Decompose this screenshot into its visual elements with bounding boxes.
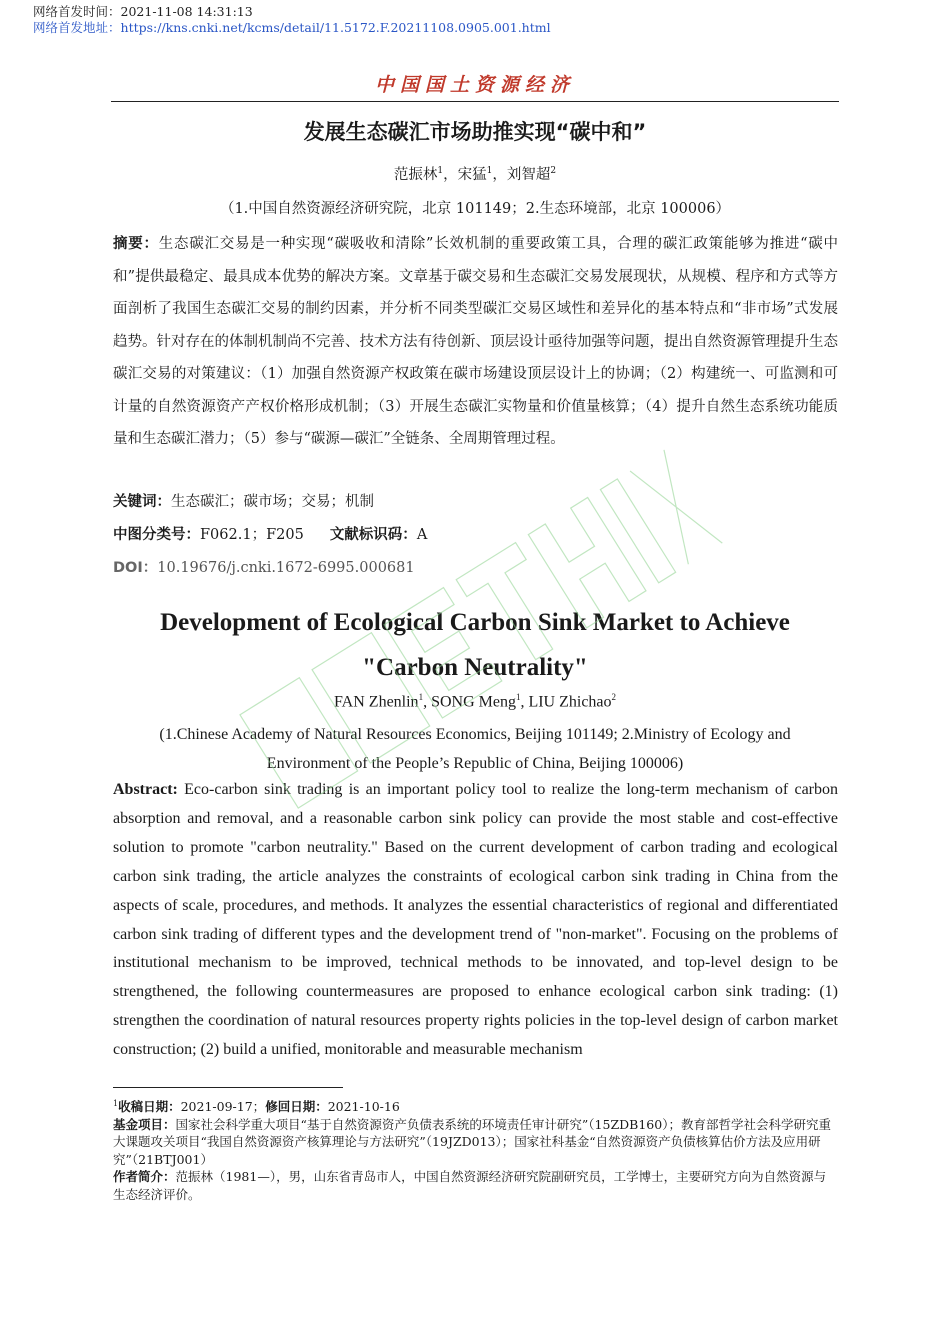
footnote-author: 作者简介：范振林（1981—），男，山东省青岛市人，中国自然资源经济研究院副研究员，工学博士，主要研究方向为自然资源与生态经济评价。	[113, 1169, 827, 1202]
affiliation-english: (1.Chinese Academy of Natural Resources Economics, Beijing 101149; 2.Ministry of Ecology and Environment of the People’s Republic of China, Beijing 100006)	[159, 726, 791, 772]
abstract-chinese	[113, 228, 838, 456]
footnote-rule	[113, 1087, 343, 1088]
publish-url[interactable]: 网络首发地址：https://kns.cnki.net/kcms/detail/11.5172.F.20211108.0905.001.html	[33, 20, 551, 35]
footnotes	[113, 1095, 838, 1203]
keywords-chinese: 关键词：生态碳汇；碳市场；交易；机制	[113, 494, 374, 510]
authors-chinese: 范振林$^1$，宋猛$^1$，刘智超$^2$	[393, 166, 557, 183]
classification: 中图分类号：F062.1；F205 文献标识码：A	[113, 527, 428, 543]
author-en: SONG Meng	[431, 693, 516, 711]
publication-info	[33, 4, 551, 36]
publish-time: 网络首发时间：2021-11-08 14:31:13	[33, 4, 253, 19]
author-cn: 刘智超	[506, 167, 551, 183]
abstract-cn-text: 生态碳汇交易是一种实现“碳吸收和清除”长效机制的重要政策工具，合理的碳汇政策能够为推进“碳中和”提供最稳定、最具成本优势的解决方案。文章基于碳交易和生态碳汇交易发展现状，从规模、程序和方式等方面剖析了我国生态碳汇交易的制约因素，并分析不同类型碳汇交易区域性和差异化的基本特点和“非市场”式发展趋势。针对存在的体制机制尚不完善、技术方法有待创新、顶层设计亟待加强等问题，提出自然资源管理提升生态碳汇交易的对策建议：（1）加强自然资源产权政策在碳市场建设顶层设计上的协调；（2）构建统一、可监测和可计量的自然资源资产产权价格形成机制；（3）开展生态碳汇实物量和价值量核算；（4）提升自然生态系统功能质量和生态碳汇潜力；（5）参与“碳源—碳汇”全链条、全周期管理过程。	[113, 236, 838, 447]
author-cn: 范振林	[393, 167, 438, 183]
doi: DOI：10.19676/j.cnki.1672-6995.000681	[113, 560, 415, 576]
author-en: FAN Zhenlin	[333, 693, 419, 711]
abstract-en-text: Eco-carbon sink trading is an important policy tool to realize the long-term mechanism of carbon absorption and removal, and a reasonable carbon sink policy can provide the most stable and cost-effective solution to promote "carbon neutrality." Based on the current development of carbon trading and ecological carbon sink trading, the article analyzes the constraints of ecological carbon sink trading in China from the aspects of scale, procedures, and methods. It analyzes the essential characteristics of regional and differentiated carbon sink trading of different types and the development trend of "non-market". Focusing on the problems of institutional mechanism to be improved, technical methods to be innovated, and top-level design to be strengthened, the following countermeasures are proposed to enhance ecological carbon sink trading: (1) strengthen the coordination of natural resources property rights policies in the top-level design of carbon market construction; (2) build a unified, monitorable and measurable mechanism	[113, 781, 838, 1059]
author-en: LIU Zhichao	[528, 693, 612, 711]
authors-english: FAN Zhenlin$^1$, SONG Meng$^1$, LIU Zhichao$^2$	[333, 692, 617, 711]
affiliation-chinese: （1.中国自然资源经济研究院，北京 101149；2.生态环境部，北京 100006）	[219, 201, 731, 217]
title-chinese: 发展生态碳汇市场助推实现“碳中和”	[303, 120, 647, 144]
footnote-dates: $^1$收稿日期：2021-09-17；修回日期：2021-10-16	[113, 1099, 400, 1115]
title-english: Development of Ecological Carbon Sink Market to Achieve "Carbon Neutrality"	[160, 609, 790, 681]
header-rule	[111, 101, 839, 102]
publish-url-link[interactable]: https://kns.cnki.net/kcms/detail/11.5172.F.20211108.0905.001.html	[120, 20, 551, 35]
abstract-cn-label: 摘要：	[113, 236, 159, 252]
abstract-en-label: Abstract:	[113, 781, 178, 798]
journal-name: 中国国土资源经济	[374, 74, 575, 96]
author-cn: 宋猛	[457, 167, 487, 183]
footnote-fund: 基金项目：国家社会科学重大项目“基于自然资源资产负债表系统的环境责任审计研究”（15ZDB160）；教育部哲学社会科学研究重大课题攻关项目“我国自然资源资产核算理论与方法研究”（19JZD013）；国家社科基金“自然资源资产负债核算估价方法及应用研究”（21BTJ001）	[113, 1116, 831, 1167]
abstract-english	[113, 776, 838, 1065]
